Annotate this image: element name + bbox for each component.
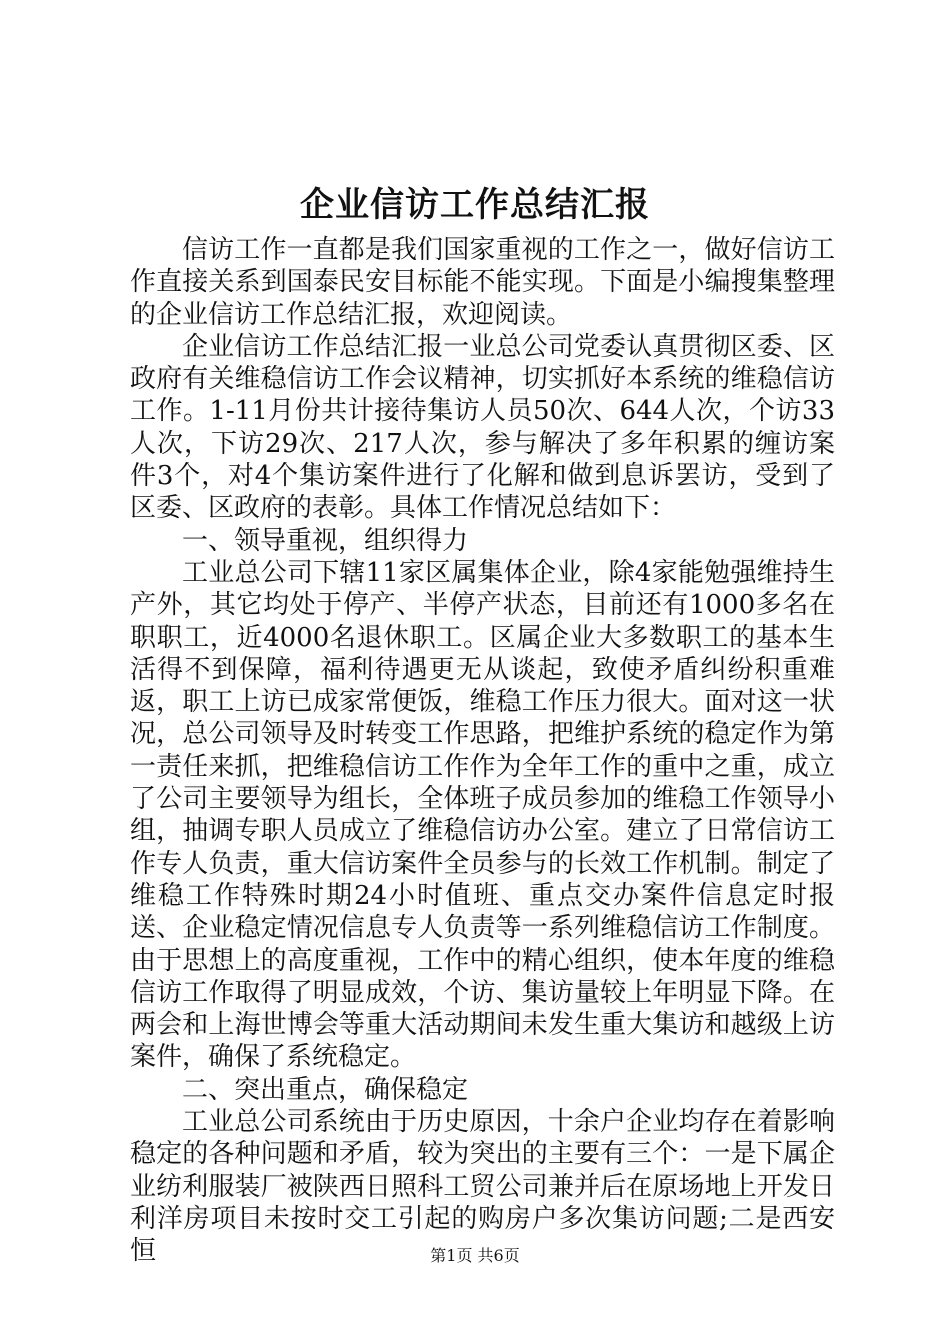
section-heading-2: 二、突出重点，确保稳定	[182, 1074, 469, 1105]
paragraph-section-1: 工业总公司下辖11家区属集体企业，除4家能勉强维持生产外，其它均处于停产、半停产状态，目前还有1000多名在职职工，近4000名退休职工。区属企业大多数职工的基本生活得不到保障，福利待遇更无从谈起，致使矛盾纠纷积重难返，职工上访已成家常便饭，维稳工作压力很大。面对这一状况，总公司领导及时转变工作思路，把维护系统的稳定作为第一责任来抓，把维稳信访工作作为全年工作的重中之重，成立了公司主要领导为组长，全体班子成员参加的维稳工作领导小组，抽调专职人员成立了维稳信访办公室。建立了日常信访工作专人负责，重大信访案件全员参与的长效工作机制。制定了维稳工作特殊时期24小时值班、重点交办案件信息定时报送、企业稳定情况信息专人负责等一系列维稳信访工作制度。由于思想上的高度重视，工作中的精心组织，使本年度的维稳信访工作取得了明显成效，个访、集访量较上年明显下降。在两会和上海世博会等重大活动期间未发生重大集访和越级上访案件，确保了系统稳定。	[130, 557, 835, 1073]
document-title: 企业信访工作总结汇报	[300, 185, 650, 225]
paragraph-summary: 企业信访工作总结汇报一业总公司党委认真贯彻区委、区政府有关维稳信访工作会议精神，切实抓好本系统的维稳信访工作。1-11月份共计接待集访人员50次、644人次，个访33人次，下访29次、217人次，参与解决了多年积累的缠访案件3个，对4个集访案件进行了化解和做到息诉罢访，受到了区委、区政府的表彰。具体工作情况总结如下：	[130, 331, 835, 524]
paragraph-intro: 信访工作一直都是我们国家重视的工作之一，做好信访工作直接关系到国泰民安目标能不能实现。下面是小编搜集整理的企业信访工作总结汇报，欢迎阅读。	[130, 235, 835, 330]
section-heading-1: 一、领导重视，组织得力	[182, 525, 469, 556]
page-number-footer: 第1页 共6页	[430, 1246, 520, 1265]
paragraph-section-2: 工业总公司系统由于历史原因，十余户企业均存在着影响稳定的各种问题和矛盾，较为突出的主要有三个：一是下属企业纺利服装厂被陕西日照科工贸公司兼并后在原场地上开发日利洋房项目未按时交工引起的购房户多次集访问题;二是西安恒	[130, 1107, 835, 1267]
document-body	[130, 234, 835, 1268]
